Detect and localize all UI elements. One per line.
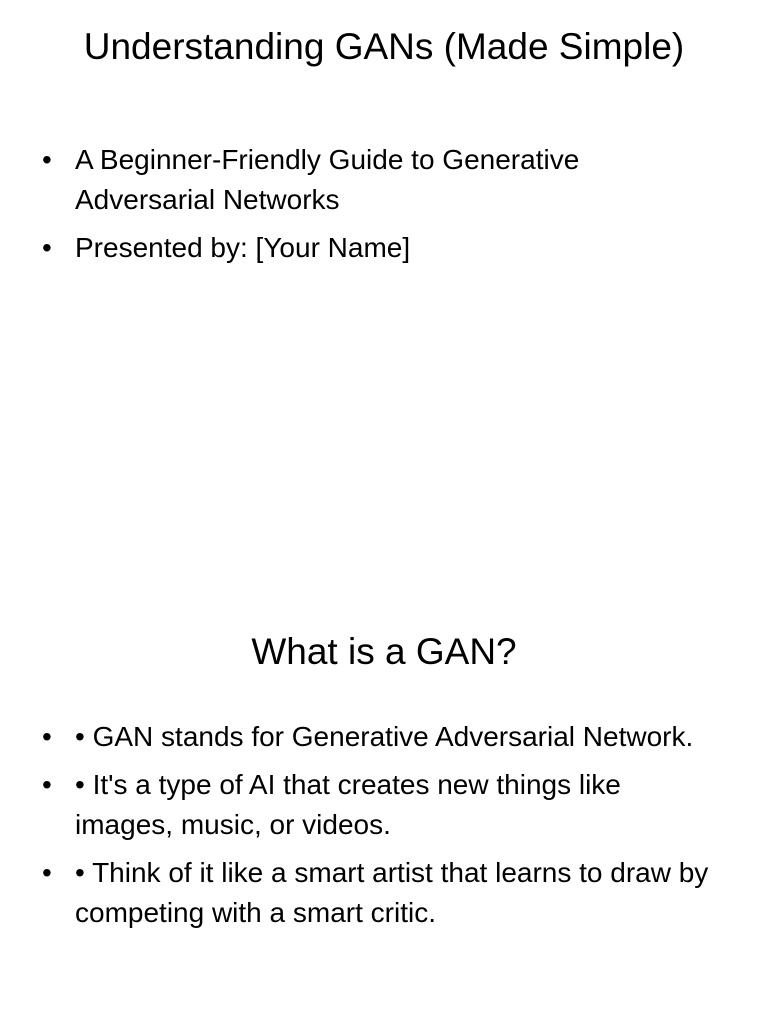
slide-title: Understanding GANs (Made Simple) — [83, 26, 685, 67]
bullet-text: A Beginner-Friendly Guide to Generative Adversarial Networks — [75, 144, 580, 215]
bullet-marker: • — [42, 144, 52, 175]
bullet-marker: • — [42, 721, 52, 752]
bullet-marker: • — [42, 857, 52, 888]
bullet-list — [40, 717, 720, 941]
bullet-item — [40, 853, 720, 933]
bullet-text: • GAN stands for Generative Adversarial Network. — [75, 721, 694, 752]
slide-what-is-gan — [0, 512, 768, 1024]
bullet-marker: • — [42, 232, 52, 263]
bullet-text: • It's a type of AI that creates new things like images, music, or videos. — [75, 769, 621, 840]
bullet-marker: • — [42, 769, 52, 800]
bullet-item — [40, 765, 720, 845]
bullet-item — [40, 140, 720, 220]
slide-title: What is a GAN? — [251, 631, 517, 672]
bullet-text: • Think of it like a smart artist that learns to draw by competing with a smart critic. — [75, 857, 709, 928]
bullet-list — [40, 140, 720, 276]
bullet-text: Presented by: [Your Name] — [75, 232, 411, 263]
bullet-item — [40, 717, 720, 757]
bullet-item — [40, 228, 720, 268]
